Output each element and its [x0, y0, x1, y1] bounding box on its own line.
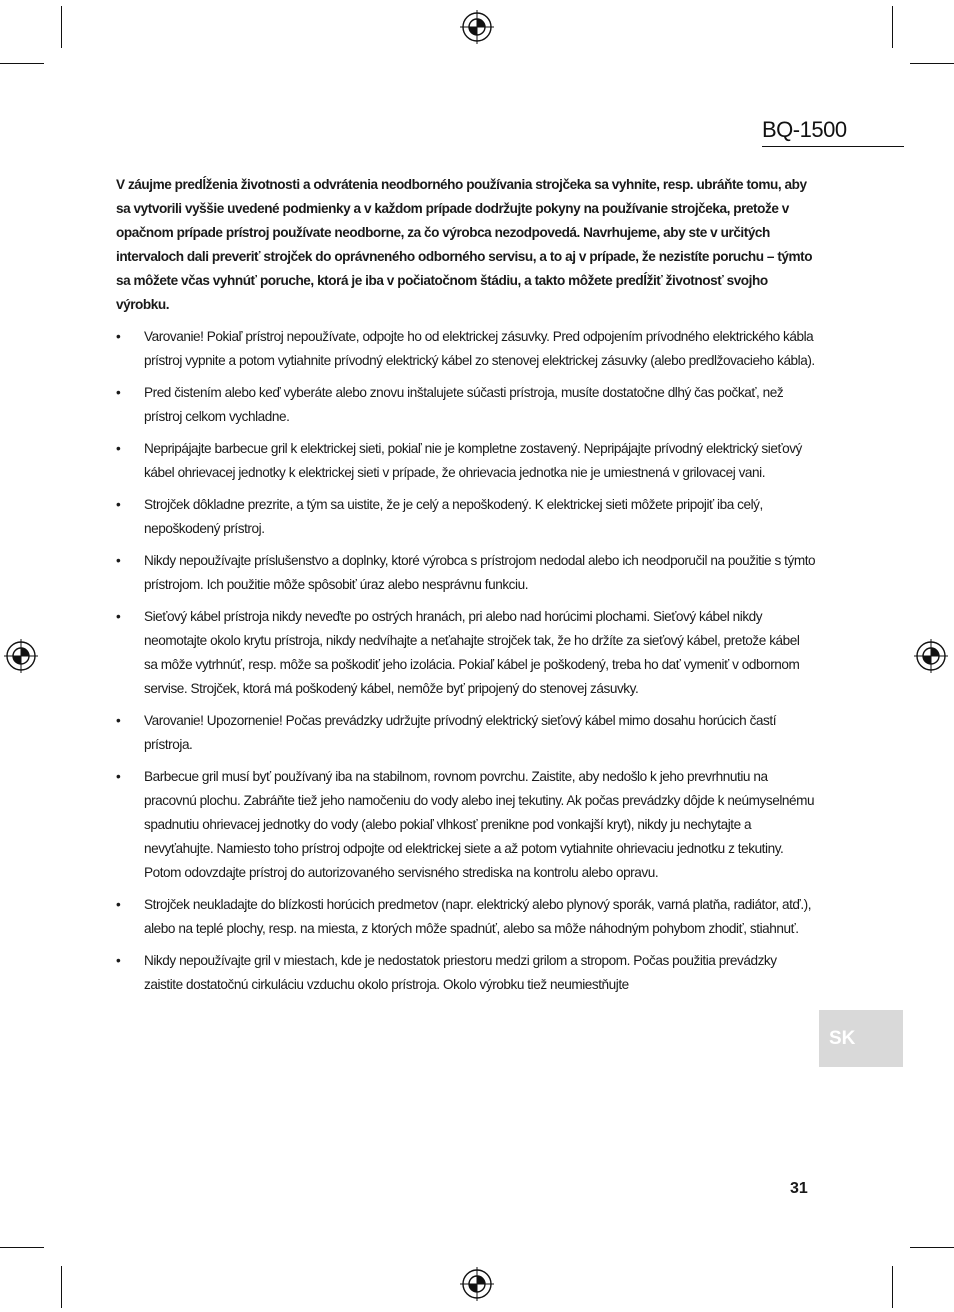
crop-mark — [892, 6, 893, 48]
bullet: • — [116, 953, 121, 968]
list-item-text: Strojček neukladajte do blízkosti horúcich predmetov (napr. elektrický alebo plynový sporák, varná platňa, radiátor, atď.), alebo na teplé plochy, resp. na miesta, z ktorých môže spadnúť, alebo sa môže náhodným pohybom zhodiť, stiahnuť. — [144, 897, 812, 936]
intro-paragraph: V záujme predĺženia životnosti a odvrátenia neodborného používania strojčeka sa vyhnite, resp. ubráňte tomu, aby sa vytvorili vyššie uvedené podmienky a v každom prípade dodržujte pokyny na používanie strojčeka, pretože v opačnom prípade prístroj používate neodborne, za čo výrobca nezodpovedá. Navrhujeme, aby ste v určitých intervaloch dali preveriť strojček do oprávneného odborného servisu, a to aj v prípade, že nezistíte poruchu – týmto sa môžete včas vyhnúť poruche, ktorá je iba v počiatočnom štádiu, a takto môžete predĺžiť životnosť svojho výrobku. — [116, 177, 813, 312]
safety-list — [116, 325, 816, 997]
language-tab-label: SK — [829, 1027, 856, 1049]
list-item — [116, 893, 816, 941]
list-item — [116, 325, 816, 373]
list-item — [116, 949, 816, 997]
list-item-text: Sieťový kábel prístroja nikdy neveďte po ostrých hranách, pri alebo nad horúcimi plochami. Sieťový kábel nikdy neomotajte okolo krytu prístroja, nikdy nedvíhajte a neťahajte strojček tak, že ho držíte za sieťový kábel, pretože kábel sa môže vytrhnúť, resp. môže sa poškodiť jeho izolácia. Pokiaľ kábel je poškodený, treba ho dať vymeniť v odbornom servise. Strojček, ktorá má poškodený kábel, nemôže byť pripojený do stenovej zásuvky. — [144, 609, 800, 696]
model-title: BQ-1500 — [762, 116, 904, 147]
list-item-text: Varovanie! Pokiaľ prístroj nepoužívate, odpojte ho od elektrickej zásuvky. Pred odpojením prívodného elektrického kábla prístroj vypnite a potom vytiahnite prívodný elektrický kábel zo stenovej elektrickej zásuvky (alebo predlžovacieho kábla). — [144, 329, 815, 368]
list-item-text: Nikdy nepoužívajte gril v miestach, kde je nedostatok priestoru medzi grilom a stropom. Počas použitia prevádzky zaistite dostatočnú cirkuláciu vzduchu okolo prístroja. Okolo výrobku tiež neumiestňujte — [144, 953, 777, 992]
list-item-text: Barbecue gril musí byť používaný iba na stabilnom, rovnom povrchu. Zaistite, aby nedošlo k jeho prevrhnutiu na pracovnú plochu. Zabráňte tiež jeho namočeniu do vody alebo inej tekutiny. Ak počas prevádzky dôjde k neúmyselnému spadnutiu ohrievacej jednotky do vody (alebo pokiaľ vlhkosť prenikne pod vonkajší kryt), nikdy ju nechytajte a nevyťahujte. Namiesto toho prístroj odpojte od elektrickej siete a až potom vytiahnite ohrievaciu jednotku z tekutiny. Potom odovzdajte prístroj do autorizovaného servisného strediska na kontrolu alebo opravu. — [144, 769, 815, 880]
bullet: • — [116, 385, 121, 400]
registration-mark-icon — [460, 10, 494, 44]
bullet: • — [116, 609, 121, 624]
bullet: • — [116, 553, 121, 568]
language-tab — [819, 1010, 903, 1067]
bullet: • — [116, 713, 121, 728]
list-item — [116, 437, 816, 485]
list-item — [116, 549, 816, 597]
list-item — [116, 605, 816, 701]
crop-mark — [0, 1247, 44, 1248]
list-item-text: Varovanie! Upozornenie! Počas prevádzky udržujte prívodný elektrický sieťový kábel mimo dosahu horúcich častí prístroja. — [144, 713, 777, 752]
list-item — [116, 709, 816, 757]
crop-mark — [910, 1247, 954, 1248]
crop-mark — [892, 1266, 893, 1308]
registration-mark-icon — [4, 639, 38, 673]
list-item — [116, 381, 816, 429]
crop-mark — [910, 63, 954, 64]
registration-mark-icon — [460, 1267, 494, 1301]
bullet: • — [116, 497, 121, 512]
crop-mark — [0, 63, 44, 64]
list-item — [116, 493, 816, 541]
crop-mark — [61, 1266, 62, 1308]
list-item — [116, 765, 816, 885]
bullet: • — [116, 329, 121, 344]
bullet: • — [116, 897, 121, 912]
page-content — [116, 173, 816, 1005]
bullet: • — [116, 441, 121, 456]
list-item-text: Nepripájajte barbecue gril k elektrickej sieti, pokiaľ nie je kompletne zostavený. Nepripájajte prívodný elektrický sieťový kábel ohrievacej jednotky k elektrickej sieti v prípade, že ohrievacia jednotka nie je umiestnená v grilovacej vani. — [144, 441, 802, 480]
bullet: • — [116, 769, 121, 784]
list-item-text: Nikdy nepoužívajte príslušenstvo a doplnky, ktoré výrobca s prístrojom nedodal alebo ich neodporučil na použitie s týmto prístrojom. Ich použitie môže spôsobiť úraz alebo nesprávnu funkciu. — [144, 553, 816, 592]
page-number: 31 — [790, 1180, 808, 1197]
list-item-text: Strojček dôkladne prezrite, a tým sa uistite, že je celý a nepoškodený. K elektrickej sieti môžete pripojiť iba celý, nepoškodený prístroj. — [144, 497, 763, 536]
list-item-text: Pred čistením alebo keď vyberáte alebo znovu inštalujete súčasti prístroja, musíte dostatočne dlhý čas počkať, než prístroj celkom vychladne. — [144, 385, 784, 424]
registration-mark-icon — [914, 639, 948, 673]
crop-mark — [61, 6, 62, 48]
